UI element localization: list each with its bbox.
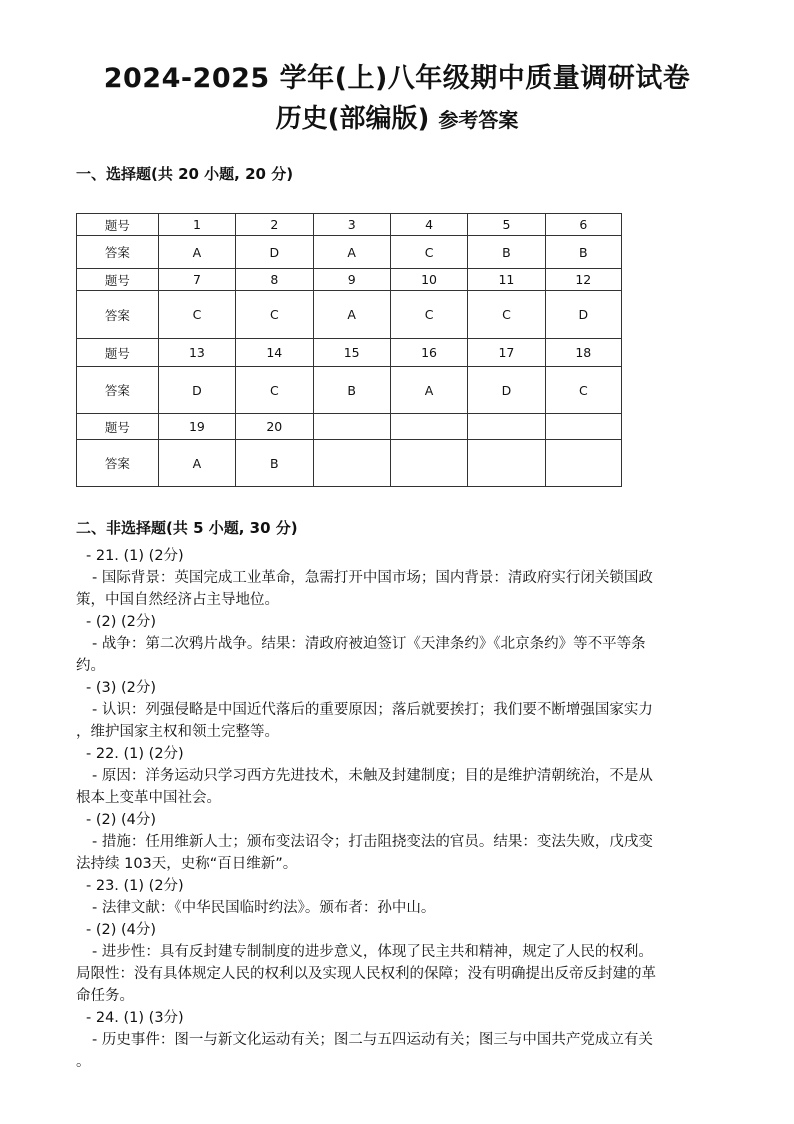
table-row (77, 339, 622, 367)
table-cell: 1 (158, 214, 235, 236)
table-cell (468, 414, 545, 440)
answer-line: 命任务。 (76, 988, 134, 1004)
question-heading: - 21. (1) (2分) (86, 548, 184, 564)
table-cell: D (468, 367, 545, 414)
table-cell: A (158, 440, 235, 487)
table-cell: C (545, 367, 621, 414)
table-row (77, 440, 622, 487)
table-cell: C (390, 236, 467, 269)
table-cell: 9 (313, 269, 390, 291)
table-row (77, 269, 622, 291)
answer-line: - 认识：列强侵略是中国近代落后的重要原因；落后就要挨打；我们要不断增强国家实力 (92, 702, 653, 718)
answer-line: 根本上变革中国社会。 (76, 790, 221, 806)
table-cell: 4 (390, 214, 467, 236)
table-cell: 5 (468, 214, 545, 236)
table-cell: 17 (468, 339, 545, 367)
row-label: 题号 (77, 339, 159, 367)
table-cell: C (158, 291, 235, 339)
question-heading: - (3) (2分) (86, 680, 157, 696)
table-cell: C (468, 291, 545, 339)
row-label: 答案 (77, 440, 159, 487)
table-cell: 18 (545, 339, 621, 367)
row-label: 题号 (77, 214, 159, 236)
table-cell: D (158, 367, 235, 414)
table-cell: A (313, 291, 390, 339)
table-cell: 13 (158, 339, 235, 367)
question-heading: - 22. (1) (2分) (86, 746, 184, 762)
table-cell: D (236, 236, 313, 269)
table-cell (545, 414, 621, 440)
answer-line: 。 (76, 1054, 91, 1070)
table-cell: D (545, 291, 621, 339)
answer-line: - 国际背景：英国完成工业革命，急需打开中国市场；国内背景：清政府实行闭关锁国政 (92, 570, 653, 586)
row-label: 题号 (77, 269, 159, 291)
table-cell: 7 (158, 269, 235, 291)
question-heading: - 23. (1) (2分) (86, 878, 184, 894)
answer-line: - 原因：洋务运动只学习西方先进技术，未触及封建制度；目的是维护清朝统治，不是从 (92, 768, 653, 784)
answer-line: - 措施：任用维新人士；颁布变法诏令；打击阻挠变法的官员。结果：变法失败，戊戌变 (92, 834, 653, 850)
table-cell: 19 (158, 414, 235, 440)
table-cell (468, 440, 545, 487)
table-cell: 14 (236, 339, 313, 367)
row-label: 答案 (77, 291, 159, 339)
row-label: 答案 (77, 236, 159, 269)
table-row (77, 214, 622, 236)
question-heading: - (2) (4分) (86, 922, 157, 938)
answer-line: ，维护国家主权和领土完整等。 (76, 724, 279, 740)
page-title: 2024-2025 学年(上)八年级期中质量调研试卷 (103, 63, 691, 94)
table-cell: A (390, 367, 467, 414)
table-row (77, 236, 622, 269)
table-cell: C (390, 291, 467, 339)
table-cell (313, 414, 390, 440)
table-cell: 8 (236, 269, 313, 291)
table-row (77, 414, 622, 440)
answer-line: - 历史事件：图一与新文化运动有关；图二与五四运动有关；图三与中国共产党成立有关 (92, 1032, 653, 1048)
question-heading: - 24. (1) (3分) (86, 1010, 184, 1026)
table-row (77, 367, 622, 414)
table-cell (390, 440, 467, 487)
table-cell: 12 (545, 269, 621, 291)
table-cell: 16 (390, 339, 467, 367)
answer-line: - 进步性：具有反封建专制制度的进步意义，体现了民主共和精神，规定了人民的权利。 (92, 944, 653, 960)
table-cell: 11 (468, 269, 545, 291)
answer-line: 局限性：没有具体规定人民的权利以及实现人民权利的保障；没有明确提出反帝反封建的革 (76, 966, 656, 982)
table-cell: 2 (236, 214, 313, 236)
row-label: 答案 (77, 367, 159, 414)
page-subtitle (0, 98, 794, 135)
table-cell: B (236, 440, 313, 487)
answer-body (76, 545, 716, 1073)
section1-heading: 一、选择题(共 20 小题, 20 分) (76, 165, 294, 183)
answer-line: 法持续 103天，史称“百日维新”。 (76, 856, 298, 872)
table-cell: 3 (313, 214, 390, 236)
table-cell (545, 440, 621, 487)
table-cell: 6 (545, 214, 621, 236)
table-cell: B (468, 236, 545, 269)
answer-line: - 法律文献：《中华民国临时约法》。颁布者：孙中山。 (92, 900, 436, 916)
table-cell (313, 440, 390, 487)
answer-table (76, 213, 622, 487)
table-cell: B (545, 236, 621, 269)
answer-line: 约。 (76, 658, 105, 674)
section2-heading: 二、非选择题(共 5 小题, 30 分) (76, 519, 298, 537)
table-cell: 20 (236, 414, 313, 440)
answer-line: 策，中国自然经济占主导地位。 (76, 592, 279, 608)
table-row (77, 291, 622, 339)
table-cell: A (158, 236, 235, 269)
table-cell: 10 (390, 269, 467, 291)
row-label: 题号 (77, 414, 159, 440)
table-cell: A (313, 236, 390, 269)
table-cell (390, 414, 467, 440)
table-cell: C (236, 367, 313, 414)
table-cell: B (313, 367, 390, 414)
table-cell: 15 (313, 339, 390, 367)
answer-line: - 战争：第二次鸦片战争。结果：清政府被迫签订《天津条约》《北京条约》等不平等条 (92, 636, 646, 652)
table-cell: C (236, 291, 313, 339)
question-heading: - (2) (4分) (86, 812, 157, 828)
question-heading: - (2) (2分) (86, 614, 157, 630)
subtitle-sub: 参考答案 (438, 108, 519, 132)
subtitle-main: 历史(部编版) (275, 104, 430, 134)
